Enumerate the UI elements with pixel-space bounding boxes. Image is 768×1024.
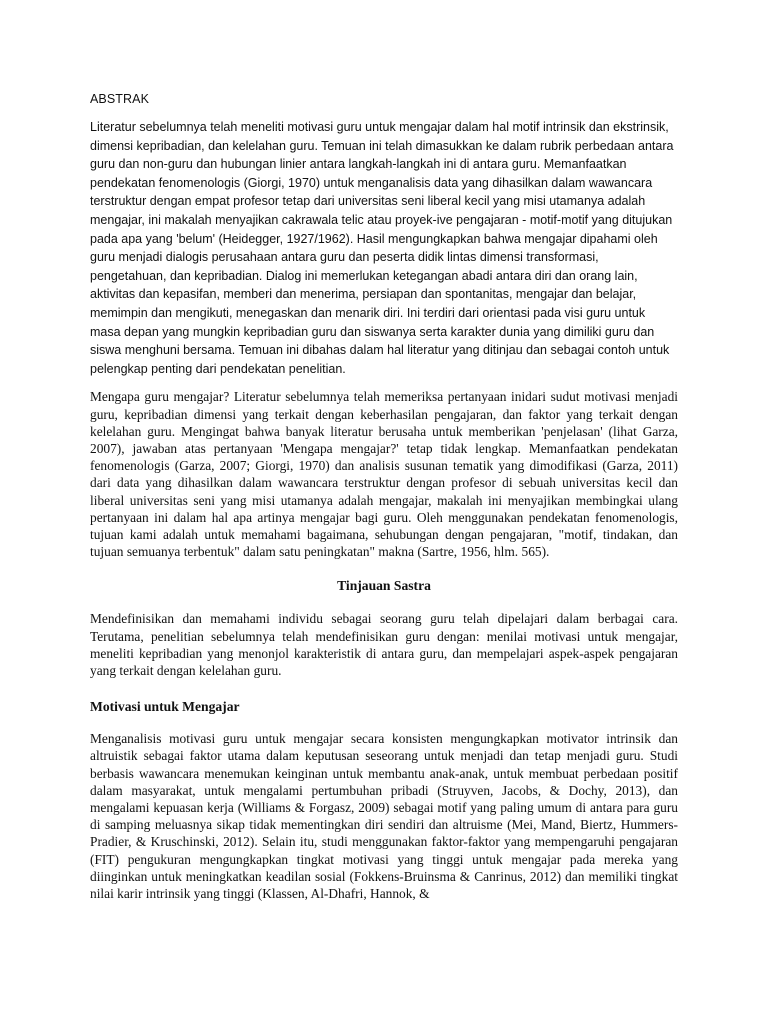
motivation-paragraph: Menganalisis motivasi guru untuk mengajar secara konsisten mengungkapkan motivator intrinsik dan altruistik sebagai faktor utama dalam keputusan seseorang untuk menjadi dan tetap menjadi guru. Studi berbasis wawancara menemukan keinginan untuk membantu anak-anak, untuk membuat perbedaan positif dalam masyarakat, untuk mengalami pertumbuhan pribadi (Struyven, Jacobs, & Dochy, 2013), dan mengalami kepuasan kerja (Williams & Forgasz, 2009) sebagai motif yang paling umum di antara para guru di samping meluasnya sikap tidak mementingkan diri sendiri dan altruisme (Mei, Mand, Biertz, Hummers-Pradier, & Kruschinski, 2012). Selain itu, studi menggunakan faktor-faktor yang mempengaruhi pengajaran (FIT) pengukuran mengungkapkan tingkat motivasi yang tinggi untuk mengajar pada mereka yang diinginkan untuk meningkatkan keadilan sosial (Fokkens-Bruinsma & Canrinus, 2012) dan memiliki tingkat nilai karir intrinsik yang tinggi (Klassen, Al-Dhafri, Hannok, & (90, 731, 678, 901)
subsection-title-motivation: Motivasi untuk Mengajar (90, 699, 240, 715)
intro-paragraph: Mengapa guru mengajar? Literatur sebelumnya telah memeriksa pertanyaan inidari sudut motivasi menjadi guru, kepribadian dimensi yang terkait dengan keberhasilan pengajaran, dan faktor yang terkait dengan kelelahan guru. Mengingat bahwa banyak literatur berusaha untuk memberikan 'penjelasan' (lihat Garza, 2007), jawaban atas pertanyaan 'Mengapa mengajar?' tetap tidak lengkap. Memanfaatkan pendekatan fenomenologis (Garza, 2007; Giorgi, 1970) dan analisis susunan tematik yang dimodifikasi (Garza, 2011) dari data yang dihasilkan dalam wawancara terstruktur dengan profesor di sebuah universitas kecil dan liberal universitas seni yang misi utamanya adalah mengajar, makalah ini menyajikan membingkai ulang pertanyaan ini dalam hal apa artinya mengajar bagi guru. Oleh menggunakan pendekatan fenomenologis, tujuan kami adalah untuk memahami bagaimana, sehubungan dengan pengajaran, "motif, tindakan, dan tujuan semuanya terbentuk" dalam satu peningkatan" makna (Sartre, 1956, hlm. 565). (90, 389, 678, 560)
section-title-literature-review: Tinjauan Sastra (337, 578, 431, 594)
literature-review-paragraph: Mendefinisikan dan memahami individu sebagai seorang guru telah dipelajari dalam berbagai cara. Terutama, penelitian sebelumnya telah mendefinisikan guru dengan: menilai motivasi untuk mengajar, meneliti kepribadian yang menonjol karakteristik di antara guru, dan mempelajari aspek-aspek pengajaran yang terkait dengan kelelahan guru. (90, 611, 678, 678)
abstract-body: Literatur sebelumnya telah meneliti motivasi guru untuk mengajar dalam hal motif intrinsik dan ekstrinsik, dimensi kepribadian, dan kelelahan guru. Temuan ini telah dimasukkan ke dalam rubrik perbedaan antara guru dan non-guru dan hubungan linier antara langkah-langkah ini di antara guru. Memanfaatkan pendekatan fenomenologis (Giorgi, 1970) untuk menganalisis data yang dihasilkan dalam wawancara terstruktur dengan empat profesor tetap dari universitas seni liberal kecil yang misi utamanya adalah mengajar, ini makalah menyajikan cakrawala telic atau proyek-ive pengajaran - motif-motif yang ditujukan pada apa yang 'belum' (Heidegger, 1927/1962). Hasil mengungkapkan bahwa mengajar dipahami oleh guru menjadi dialogis perusahaan antara guru dan peserta didik lintas dimensi transformasi, pengetahuan, dan kepribadian. Dialog ini memerlukan ketegangan abadi antara diri dan orang lain, aktivitas dan kepasifan, memberi dan menerima, persiapan dan spontanitas, mengajar dan belajar, memimpin dan mengikuti, menegaskan dan menarik diri. Ini terdiri dari orientasi pada visi guru untuk masa depan yang mungkin kepribadian guru dan siswanya serta karakter dunia yang dimiliki guru dan siswa menghuni bersama. Temuan ini dibahas dalam hal literatur yang ditinjau dan sebagai contoh untuk pelengkap penting dari pendekatan penelitian. (90, 120, 674, 376)
abstract-heading: ABSTRAK (90, 92, 150, 106)
